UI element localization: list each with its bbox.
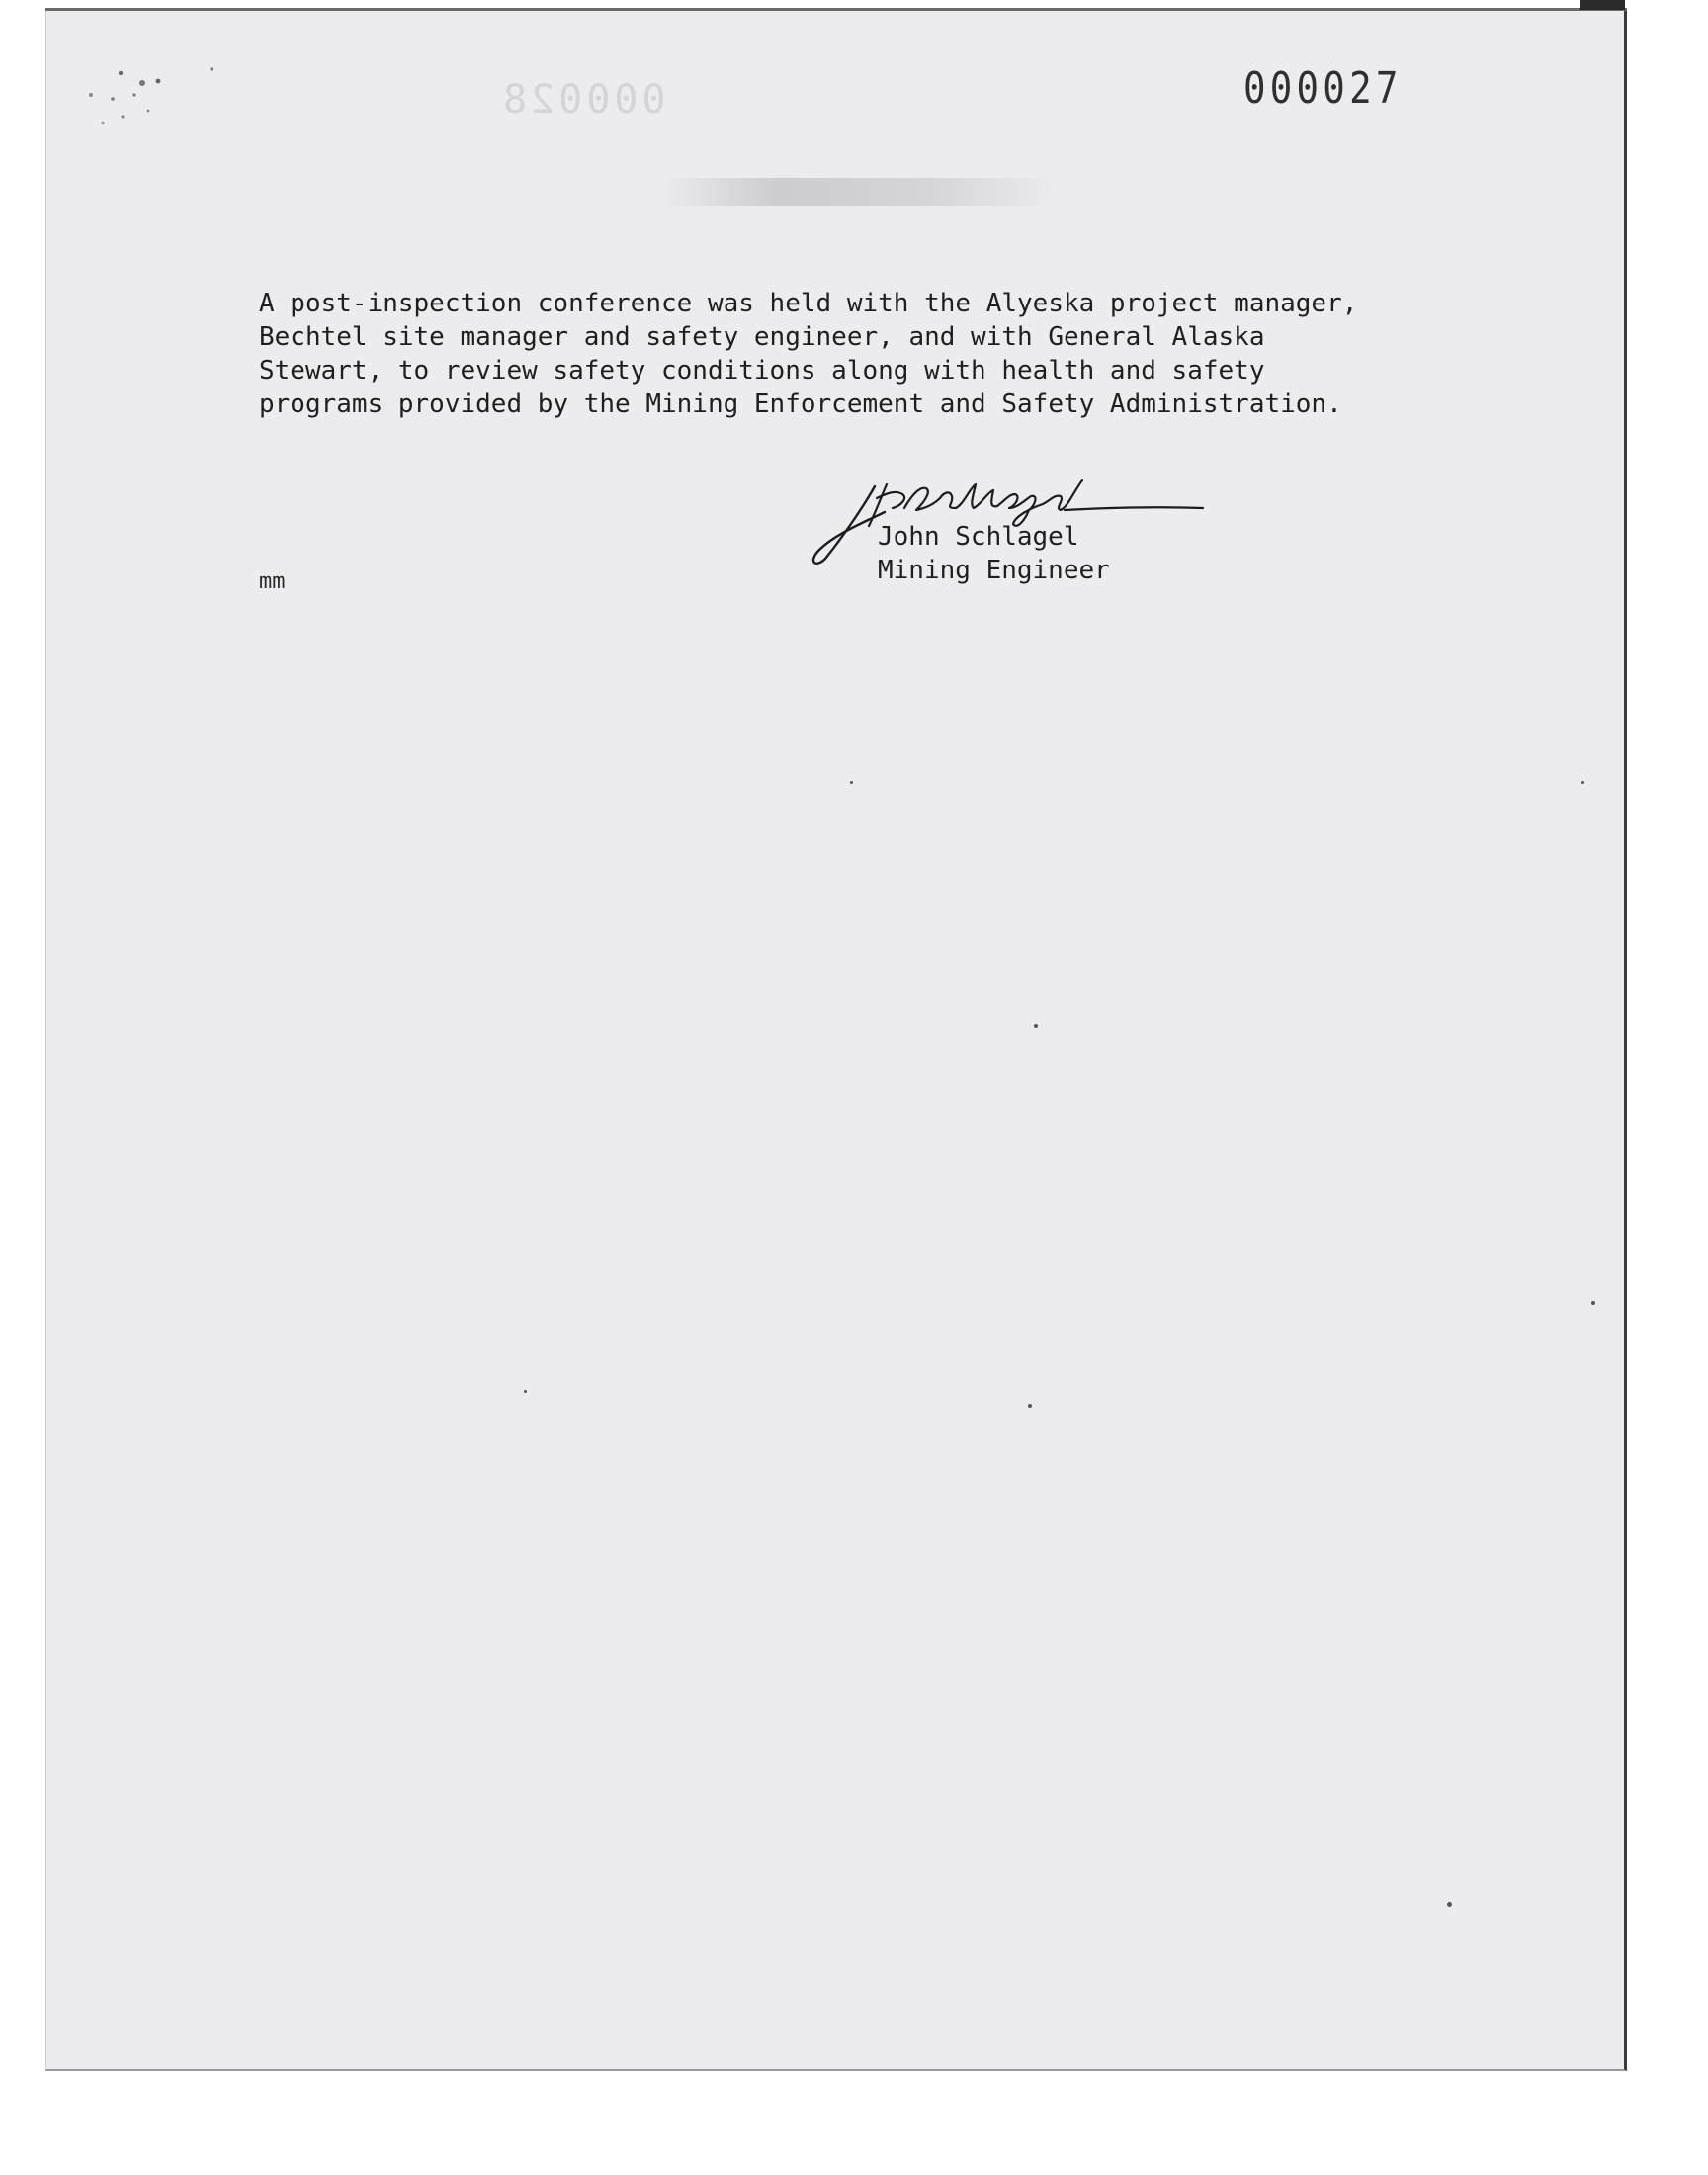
paper-specks (83, 65, 221, 134)
paper-speck (1028, 1404, 1032, 1408)
corner-mark (1580, 0, 1625, 10)
signer-title: Mining Engineer (878, 556, 1110, 585)
signer-name: John Schlagel (878, 522, 1079, 552)
paper-speck (850, 781, 853, 784)
body-paragraph (259, 287, 1504, 421)
body-line: Bechtel site manager and safety engineer, and with General Alaska (259, 322, 1265, 352)
bleed-through-page-number: 000028 (499, 77, 666, 123)
paper-speck (524, 1390, 527, 1393)
typist-initials: mm (259, 569, 286, 594)
body-line: Stewart, to review safety conditions along with health and safety (259, 356, 1265, 386)
bleed-through-mark (660, 178, 1056, 206)
page-number-stamp: 000027 (1243, 63, 1403, 114)
paper-speck (1581, 781, 1584, 784)
paper-speck (1447, 1902, 1452, 1907)
body-line: programs provided by the Mining Enforcement and Safety Administration. (259, 390, 1342, 419)
page-top-edge (45, 8, 1627, 11)
paper-speck (1591, 1301, 1595, 1305)
paper-speck (1034, 1024, 1038, 1028)
body-line: A post-inspection conference was held with the Alyeska project manager, (259, 289, 1358, 318)
